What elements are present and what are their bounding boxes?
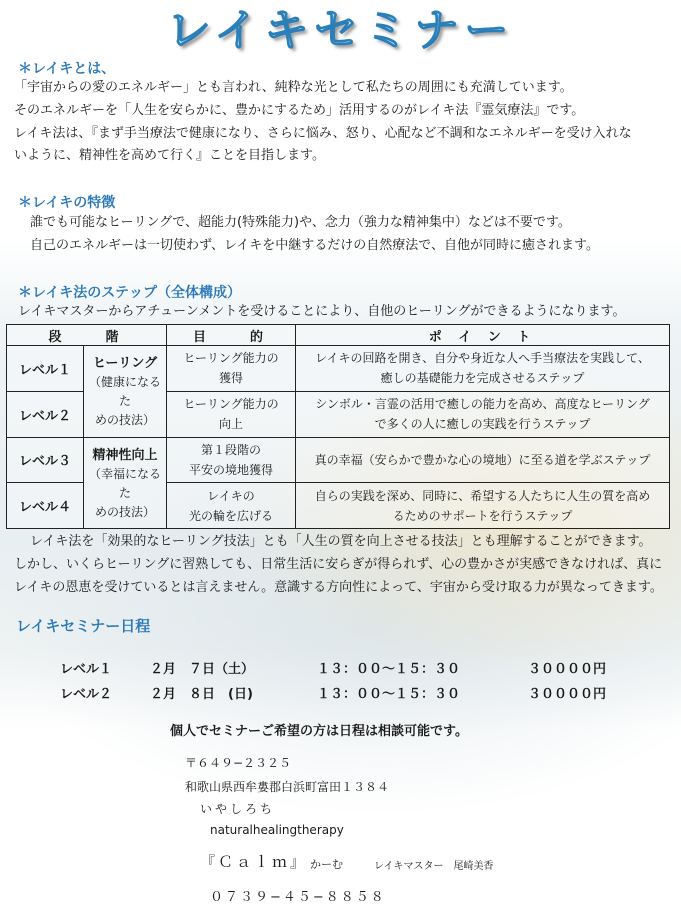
postal-code: 〒６４９−２３２５	[185, 756, 292, 770]
level-cell: レベル１	[7, 346, 84, 392]
aim-text: ヒーリング能力の	[183, 397, 279, 412]
address: 和歌山県西牟婁郡白浜町富田１３８４	[185, 780, 390, 794]
aim-cell	[167, 483, 296, 529]
phone-number: ０７３９−４５−８８５８	[210, 890, 386, 905]
schedule-date: ２月 ８日 (日)	[150, 687, 253, 702]
point-text: で多くの人に癒しの実践を行うステップ	[374, 417, 591, 432]
shop-kana: いやしろち	[200, 802, 276, 816]
brand-name: 『Ｃａｌｍ』	[200, 853, 309, 871]
about-line: レイキ法は、『まず手当療法で健康になり、さらに悩み、怒り、心配など不調和なエネルギーを受け入れな	[14, 126, 632, 141]
aim-text: レイキの	[207, 488, 255, 503]
category-cell	[84, 437, 167, 529]
category-sub: （健康になるた	[88, 375, 161, 409]
about-line: 「宇宙からの愛のエネルギー」とも言われ、純粋な光として私たちの周囲にも充満しています。	[14, 80, 573, 95]
point-text: 真の幸福（安らかで豊かな心の境地）に至る道を学ぶステップ	[314, 452, 651, 467]
page-title: レイキセミナー	[166, 5, 515, 56]
aim-cell	[167, 346, 296, 392]
point-text: るためのサポートを行うステップ	[392, 508, 573, 523]
steps-intro: レイキマスターからアチューンメントを受けることにより、自他のヒーリングができるようになります。	[18, 304, 626, 319]
point-cell	[296, 437, 670, 483]
aim-text: ヒーリング能力の	[183, 351, 279, 366]
shop-english: naturalhealingtherapy	[210, 823, 344, 837]
about-heading: ＊レイキとは、	[18, 61, 116, 77]
brand-kana: かーむ	[310, 858, 343, 871]
aim-cell	[167, 437, 296, 483]
aim-cell	[167, 391, 296, 437]
features-line: 誰でも可能なヒーリングで、超能力(特殊能力)や、念力（強力な精神集中）などは不要です。	[30, 215, 571, 230]
column-header-point: ポ イ ン ト	[296, 325, 670, 346]
point-text: シンボル・言霊の活用で癒しの能力を高め、高度なヒーリング	[315, 397, 650, 412]
schedule-level: レベル１	[60, 662, 113, 677]
column-header-stage: 段 階	[7, 325, 167, 346]
category-cell	[84, 346, 167, 438]
aim-text: 第１段階の	[200, 442, 261, 457]
level-cell: レベル４	[7, 483, 84, 529]
steps-table	[6, 324, 670, 529]
summary-line: レイキ法を「効果的なヒーリング技法」とも「人生の質を向上させる技法」とも理解することができます。	[30, 534, 652, 549]
category-sub: めの技法）	[94, 504, 155, 519]
features-line: 自己のエネルギーは一切使わず、レイキを中継するだけの自然療法で、自他が同時に癒されます。	[30, 238, 600, 253]
schedule-price: ３００００円	[528, 662, 607, 677]
aim-text: 平安の境地獲得	[188, 462, 273, 477]
schedule-time: １３：００〜１５：３０	[317, 662, 461, 677]
schedule-heading: レイキセミナー日程	[16, 617, 151, 635]
about-line: いように、精神性を高めて行く』ことを目指します。	[14, 148, 325, 163]
schedule-price: ３００００円	[528, 687, 607, 702]
level-cell: レベル３	[7, 437, 84, 483]
summary-line: レイキの恩恵を受けているとは言えません。意識する方向性によって、宇宙から受け取る力が異なってきます。	[14, 580, 663, 595]
table-header-row	[7, 325, 670, 346]
master-name: レイキマスター 尾崎美香	[374, 861, 494, 872]
aim-text: 光の輪を広げる	[188, 508, 273, 523]
schedule-date: ２月 ７日（土）	[150, 662, 255, 677]
category-sub: （幸福になるた	[88, 466, 161, 500]
schedule-note: 個人でセミナーご希望の方は日程は相談可能です。	[170, 724, 468, 739]
point-text: 癒しの基礎能力を完成させるステップ	[380, 371, 585, 386]
category-sub: めの技法）	[94, 413, 155, 428]
point-text: 自らの実践を深め、同時に、希望する人たちに人生の質を高め	[314, 488, 651, 503]
column-header-aim: 目 的	[167, 325, 296, 346]
table-row	[7, 346, 670, 392]
schedule-level: レベル２	[60, 687, 113, 702]
steps-heading: ＊レイキ法のステップ（全体構成）	[18, 285, 242, 301]
point-cell	[296, 346, 670, 392]
aim-text: 向上	[218, 417, 243, 432]
category-name: 精神性向上	[92, 447, 158, 463]
point-cell	[296, 391, 670, 437]
aim-text: 獲得	[218, 371, 243, 386]
category-name: ヒーリング	[92, 356, 158, 372]
table-row	[7, 437, 670, 483]
point-text: レイキの回路を開き、自分や身近な人へ手当療法を実践して、	[315, 351, 650, 366]
about-line: そのエネルギーを「人生を安らかに、豊かにするため」活用するのがレイキ法『霊気療法』です。	[14, 103, 585, 118]
features-heading: ＊レイキの特徴	[18, 195, 116, 211]
summary-line: しかし、いくらヒーリングに習熟しても、日常生活に安らぎが得られず、心の豊かさが実感できなければ、真に	[14, 557, 663, 572]
schedule-time: １３：００〜１５：３０	[317, 687, 461, 702]
point-cell	[296, 483, 670, 529]
level-cell: レベル２	[7, 391, 84, 437]
